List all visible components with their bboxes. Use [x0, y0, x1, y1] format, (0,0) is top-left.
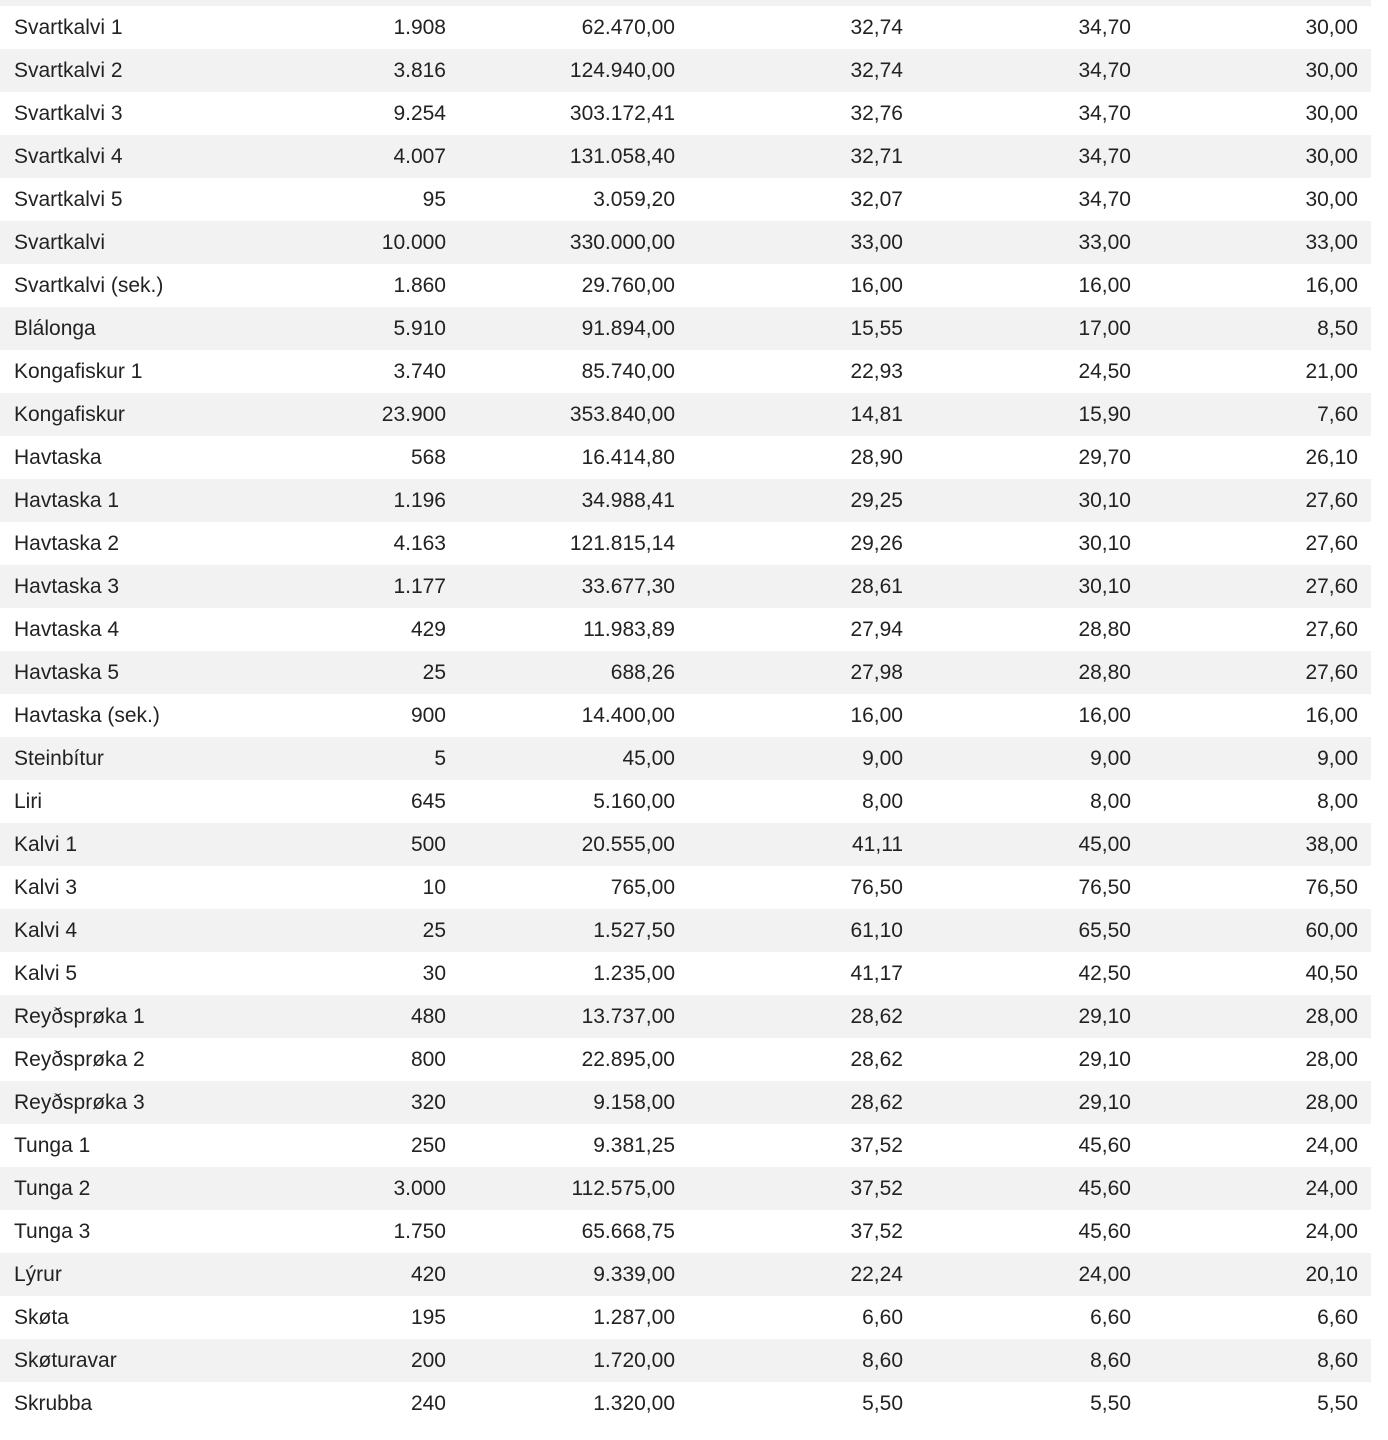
min-price-cell: 40,50 — [1305, 962, 1358, 985]
min-price-cell: 8,60 — [1317, 1349, 1358, 1372]
avg-price-cell: 37,52 — [850, 1177, 903, 1200]
min-price-cell: 28,00 — [1305, 1005, 1358, 1028]
table-row — [0, 651, 1371, 694]
value-cell: 20.555,00 — [581, 833, 675, 856]
max-price-cell: 45,60 — [1078, 1134, 1131, 1157]
avg-price-cell: 28,61 — [850, 575, 903, 598]
value-cell: 9.158,00 — [593, 1091, 675, 1114]
quantity-cell: 5 — [434, 747, 446, 770]
avg-price-cell: 6,60 — [862, 1306, 903, 1329]
max-price-cell: 16,00 — [1078, 704, 1131, 727]
species-cell: Reyðsprøka 1 — [14, 1005, 145, 1028]
species-cell: Svartkalvi 5 — [14, 188, 123, 211]
value-cell: 688,26 — [610, 661, 675, 684]
table-row — [0, 264, 1371, 307]
table-row — [0, 909, 1371, 952]
avg-price-cell: 14,81 — [850, 403, 903, 426]
avg-price-cell: 9,00 — [862, 747, 903, 770]
quantity-cell: 320 — [410, 1091, 446, 1114]
min-price-cell: 27,60 — [1305, 618, 1358, 641]
species-cell: Havtaska 4 — [14, 618, 120, 641]
avg-price-cell: 32,74 — [850, 59, 903, 82]
max-price-cell: 65,50 — [1078, 919, 1131, 942]
quantity-cell: 1.177 — [393, 575, 446, 598]
min-price-cell: 8,00 — [1317, 790, 1358, 813]
species-cell: Havtaska 1 — [14, 489, 120, 512]
max-price-cell: 17,00 — [1078, 317, 1131, 340]
table-row — [0, 866, 1371, 909]
value-cell: 112.575,00 — [571, 1177, 675, 1200]
value-cell: 85.740,00 — [581, 360, 675, 383]
value-cell: 65.668,75 — [581, 1220, 675, 1243]
quantity-cell: 1.860 — [393, 274, 446, 297]
table-row — [0, 1339, 1371, 1382]
value-cell: 22.895,00 — [581, 1048, 675, 1071]
table-row — [0, 436, 1371, 479]
avg-price-cell: 5,50 — [862, 1392, 903, 1415]
species-cell: Kongafiskur 1 — [14, 360, 143, 383]
species-cell: Havtaska 3 — [14, 575, 120, 598]
max-price-cell: 29,10 — [1078, 1048, 1131, 1071]
quantity-cell: 1.196 — [393, 489, 446, 512]
min-price-cell: 20,10 — [1305, 1263, 1358, 1286]
avg-price-cell: 29,26 — [850, 532, 903, 555]
value-cell: 121.815,14 — [569, 532, 675, 555]
avg-price-cell: 28,62 — [850, 1091, 903, 1114]
quantity-cell: 500 — [410, 833, 446, 856]
value-cell: 9.339,00 — [593, 1263, 675, 1286]
avg-price-cell: 29,25 — [850, 489, 903, 512]
max-price-cell: 45,00 — [1078, 833, 1131, 856]
avg-price-cell: 28,62 — [850, 1048, 903, 1071]
min-price-cell: 30,00 — [1305, 145, 1358, 168]
avg-price-cell: 41,17 — [850, 962, 903, 985]
quantity-cell: 420 — [410, 1263, 446, 1286]
max-price-cell: 24,00 — [1078, 1263, 1131, 1286]
value-cell: 131.058,40 — [569, 145, 675, 168]
table-row — [0, 522, 1371, 565]
max-price-cell: 6,60 — [1090, 1306, 1131, 1329]
species-cell: Svartkalvi 1 — [14, 16, 123, 39]
table-row — [0, 1124, 1371, 1167]
max-price-cell: 34,70 — [1078, 145, 1131, 168]
max-price-cell: 30,10 — [1078, 532, 1131, 555]
quantity-cell: 645 — [410, 790, 446, 813]
table-row — [0, 608, 1371, 651]
max-price-cell: 29,70 — [1078, 446, 1131, 469]
min-price-cell: 28,00 — [1305, 1091, 1358, 1114]
min-price-cell: 16,00 — [1305, 274, 1358, 297]
table-row — [0, 1296, 1371, 1339]
avg-price-cell: 37,52 — [850, 1134, 903, 1157]
avg-price-cell: 76,50 — [850, 876, 903, 899]
max-price-cell: 76,50 — [1078, 876, 1131, 899]
min-price-cell: 30,00 — [1305, 59, 1358, 82]
quantity-cell: 23.900 — [381, 403, 446, 426]
quantity-cell: 1.750 — [393, 1220, 446, 1243]
table-row — [0, 350, 1371, 393]
table-row — [0, 92, 1371, 135]
value-cell: 353.840,00 — [569, 403, 675, 426]
min-price-cell: 24,00 — [1305, 1134, 1358, 1157]
value-cell: 1.320,00 — [593, 1392, 675, 1415]
value-cell: 1.527,50 — [593, 919, 675, 942]
min-price-cell: 60,00 — [1305, 919, 1358, 942]
table-row — [0, 1382, 1371, 1425]
min-price-cell: 5,50 — [1317, 1392, 1358, 1415]
table-row — [0, 221, 1371, 264]
value-cell: 124.940,00 — [569, 59, 675, 82]
table-row — [0, 823, 1371, 866]
min-price-cell: 26,10 — [1305, 446, 1358, 469]
species-cell: Svartkalvi 3 — [14, 102, 123, 125]
price-table-container — [0, 6, 1371, 1425]
species-cell: Kongafiskur — [14, 403, 125, 426]
quantity-cell: 4.007 — [393, 145, 446, 168]
species-cell: Svartkalvi (sek.) — [14, 274, 164, 297]
table-row — [0, 178, 1371, 221]
value-cell: 13.737,00 — [581, 1005, 675, 1028]
max-price-cell: 34,70 — [1078, 59, 1131, 82]
table-row — [0, 1210, 1371, 1253]
quantity-cell: 3.816 — [393, 59, 446, 82]
species-cell: Havtaska — [14, 446, 102, 469]
max-price-cell: 45,60 — [1078, 1177, 1131, 1200]
quantity-cell: 30 — [422, 962, 446, 985]
min-price-cell: 30,00 — [1305, 102, 1358, 125]
avg-price-cell: 27,98 — [850, 661, 903, 684]
value-cell: 303.172,41 — [569, 102, 675, 125]
quantity-cell: 900 — [410, 704, 446, 727]
table-row — [0, 49, 1371, 92]
value-cell: 14.400,00 — [581, 704, 675, 727]
value-cell: 9.381,25 — [593, 1134, 675, 1157]
min-price-cell: 24,00 — [1305, 1220, 1358, 1243]
table-row — [0, 1253, 1371, 1296]
max-price-cell: 24,50 — [1078, 360, 1131, 383]
min-price-cell: 7,60 — [1317, 403, 1358, 426]
avg-price-cell: 61,10 — [850, 919, 903, 942]
species-cell: Skøta — [14, 1306, 69, 1329]
value-cell: 5.160,00 — [593, 790, 675, 813]
value-cell: 330.000,00 — [569, 231, 675, 254]
species-cell: Skøturavar — [14, 1349, 117, 1372]
price-table — [0, 6, 1371, 1425]
quantity-cell: 3.740 — [393, 360, 446, 383]
max-price-cell: 34,70 — [1078, 188, 1131, 211]
species-cell: Svartkalvi 4 — [14, 145, 123, 168]
max-price-cell: 30,10 — [1078, 489, 1131, 512]
min-price-cell: 27,60 — [1305, 489, 1358, 512]
min-price-cell: 27,60 — [1305, 575, 1358, 598]
max-price-cell: 8,60 — [1090, 1349, 1131, 1372]
species-cell: Havtaska (sek.) — [14, 704, 160, 727]
quantity-cell: 5.910 — [393, 317, 446, 340]
value-cell: 765,00 — [610, 876, 675, 899]
quantity-cell: 195 — [410, 1306, 446, 1329]
table-row — [0, 1081, 1371, 1124]
species-cell: Kalvi 1 — [14, 833, 78, 856]
max-price-cell: 34,70 — [1078, 102, 1131, 125]
avg-price-cell: 28,62 — [850, 1005, 903, 1028]
quantity-cell: 480 — [410, 1005, 446, 1028]
table-row — [0, 737, 1371, 780]
table-row — [0, 995, 1371, 1038]
max-price-cell: 28,80 — [1078, 661, 1131, 684]
quantity-cell: 25 — [422, 661, 446, 684]
quantity-cell: 250 — [410, 1134, 446, 1157]
value-cell: 1.287,00 — [593, 1306, 675, 1329]
min-price-cell: 27,60 — [1305, 661, 1358, 684]
min-price-cell: 33,00 — [1305, 231, 1358, 254]
min-price-cell: 6,60 — [1317, 1306, 1358, 1329]
avg-price-cell: 22,93 — [850, 360, 903, 383]
avg-price-cell: 32,76 — [850, 102, 903, 125]
avg-price-cell: 8,00 — [862, 790, 903, 813]
avg-price-cell: 15,55 — [850, 317, 903, 340]
value-cell: 11.983,89 — [583, 618, 675, 641]
avg-price-cell: 27,94 — [850, 618, 903, 641]
max-price-cell: 29,10 — [1078, 1091, 1131, 1114]
min-price-cell: 28,00 — [1305, 1048, 1358, 1071]
avg-price-cell: 32,74 — [850, 16, 903, 39]
min-price-cell: 76,50 — [1305, 876, 1358, 899]
table-row — [0, 780, 1371, 823]
species-cell: Skrubba — [14, 1392, 93, 1415]
value-cell: 91.894,00 — [581, 317, 675, 340]
min-price-cell: 27,60 — [1305, 532, 1358, 555]
table-row — [0, 135, 1371, 178]
max-price-cell: 8,00 — [1090, 790, 1131, 813]
species-cell: Havtaska 2 — [14, 532, 120, 555]
species-cell: Kalvi 3 — [14, 876, 78, 899]
max-price-cell: 9,00 — [1090, 747, 1131, 770]
quantity-cell: 1.908 — [393, 16, 446, 39]
species-cell: Liri — [14, 790, 43, 813]
max-price-cell: 42,50 — [1078, 962, 1131, 985]
max-price-cell: 34,70 — [1078, 16, 1131, 39]
avg-price-cell: 8,60 — [862, 1349, 903, 1372]
min-price-cell: 16,00 — [1305, 704, 1358, 727]
value-cell: 45,00 — [622, 747, 675, 770]
species-cell: Havtaska 5 — [14, 661, 120, 684]
max-price-cell: 28,80 — [1078, 618, 1131, 641]
max-price-cell: 15,90 — [1078, 403, 1131, 426]
species-cell: Svartkalvi — [14, 231, 106, 254]
avg-price-cell: 16,00 — [850, 274, 903, 297]
quantity-cell: 25 — [422, 919, 446, 942]
table-row — [0, 952, 1371, 995]
min-price-cell: 30,00 — [1305, 16, 1358, 39]
max-price-cell: 30,10 — [1078, 575, 1131, 598]
table-row — [0, 565, 1371, 608]
species-cell: Blálonga — [14, 317, 96, 340]
table-row — [0, 393, 1371, 436]
min-price-cell: 21,00 — [1305, 360, 1358, 383]
avg-price-cell: 16,00 — [850, 704, 903, 727]
table-row — [0, 694, 1371, 737]
quantity-cell: 10.000 — [381, 231, 446, 254]
species-cell: Tunga 2 — [14, 1177, 91, 1200]
avg-price-cell: 37,52 — [850, 1220, 903, 1243]
quantity-cell: 10 — [422, 876, 446, 899]
species-cell: Kalvi 4 — [14, 919, 78, 942]
max-price-cell: 5,50 — [1090, 1392, 1131, 1415]
species-cell: Reyðsprøka 2 — [14, 1048, 145, 1071]
max-price-cell: 29,10 — [1078, 1005, 1131, 1028]
quantity-cell: 800 — [410, 1048, 446, 1071]
table-row — [0, 479, 1371, 522]
value-cell: 62.470,00 — [581, 16, 675, 39]
value-cell: 16.414,80 — [581, 446, 675, 469]
table-row — [0, 307, 1371, 350]
table-row — [0, 1167, 1371, 1210]
quantity-cell: 200 — [410, 1349, 446, 1372]
price-table-body — [0, 6, 1371, 1425]
quantity-cell: 3.000 — [393, 1177, 446, 1200]
avg-price-cell: 28,90 — [850, 446, 903, 469]
min-price-cell: 38,00 — [1305, 833, 1358, 856]
value-cell: 33.677,30 — [581, 575, 675, 598]
species-cell: Reyðsprøka 3 — [14, 1091, 145, 1114]
avg-price-cell: 32,07 — [850, 188, 903, 211]
value-cell: 3.059,20 — [593, 188, 675, 211]
avg-price-cell: 32,71 — [850, 145, 903, 168]
quantity-cell: 9.254 — [393, 102, 446, 125]
species-cell: Steinbítur — [14, 747, 104, 770]
species-cell: Svartkalvi 2 — [14, 59, 123, 82]
quantity-cell: 429 — [410, 618, 446, 641]
species-cell: Tunga 3 — [14, 1220, 91, 1243]
species-cell: Tunga 1 — [14, 1134, 91, 1157]
species-cell: Kalvi 5 — [14, 962, 78, 985]
quantity-cell: 95 — [422, 188, 446, 211]
max-price-cell: 16,00 — [1078, 274, 1131, 297]
table-row — [0, 1038, 1371, 1081]
min-price-cell: 9,00 — [1317, 747, 1358, 770]
avg-price-cell: 41,11 — [852, 833, 903, 856]
value-cell: 34.988,41 — [581, 489, 675, 512]
value-cell: 1.235,00 — [593, 962, 675, 985]
min-price-cell: 8,50 — [1317, 317, 1358, 340]
min-price-cell: 24,00 — [1305, 1177, 1358, 1200]
max-price-cell: 33,00 — [1078, 231, 1131, 254]
avg-price-cell: 22,24 — [850, 1263, 903, 1286]
value-cell: 29.760,00 — [581, 274, 675, 297]
quantity-cell: 568 — [410, 446, 446, 469]
species-cell: Lýrur — [14, 1263, 62, 1286]
avg-price-cell: 33,00 — [850, 231, 903, 254]
quantity-cell: 240 — [410, 1392, 446, 1415]
value-cell: 1.720,00 — [593, 1349, 675, 1372]
min-price-cell: 30,00 — [1305, 188, 1358, 211]
table-row — [0, 6, 1371, 49]
quantity-cell: 4.163 — [393, 532, 446, 555]
max-price-cell: 45,60 — [1078, 1220, 1131, 1243]
